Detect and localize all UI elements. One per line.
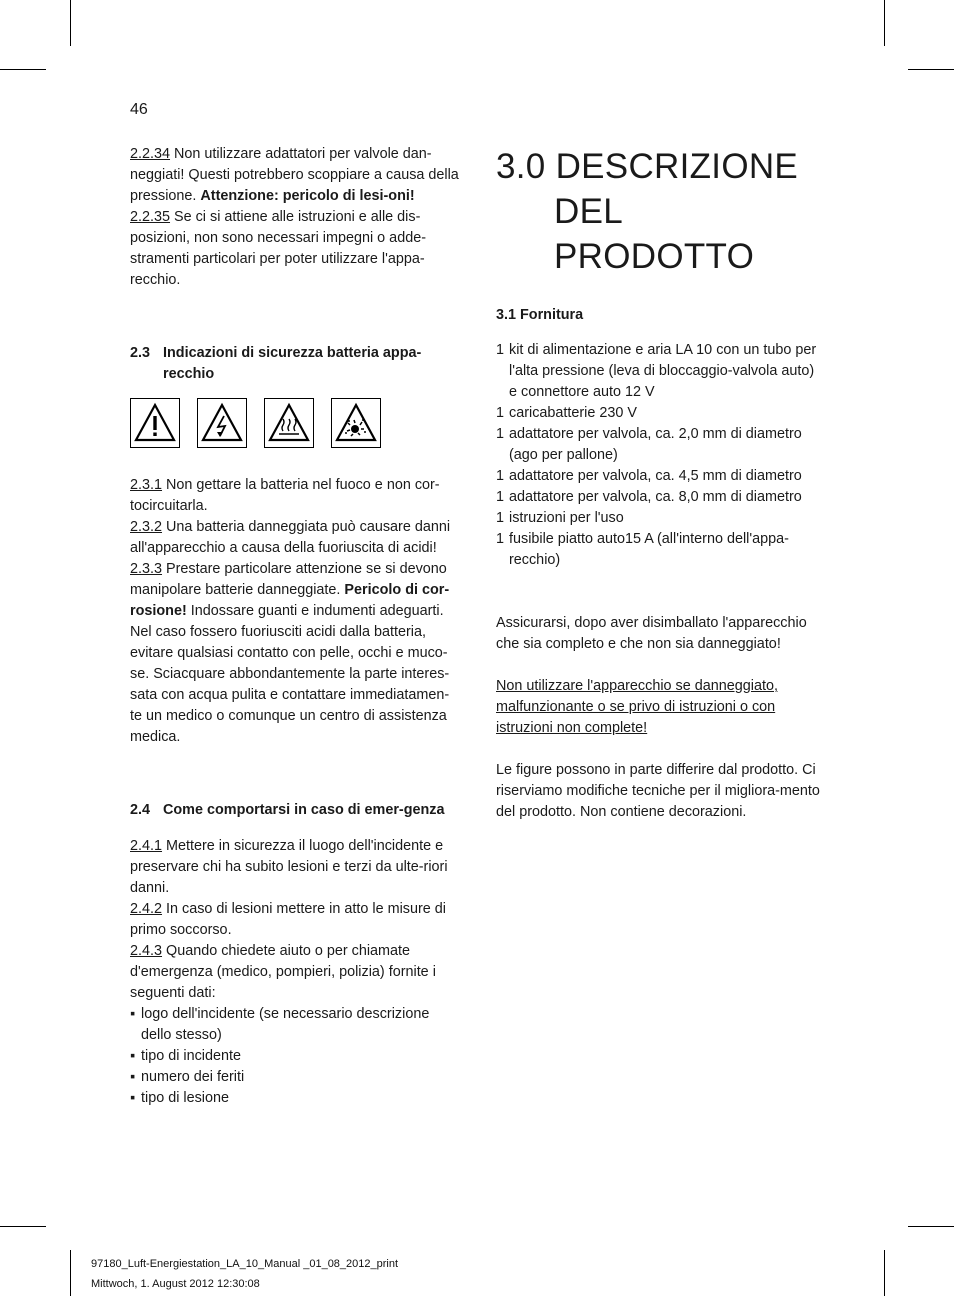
paragraph-bold: Pericolo di cor-rosione!	[130, 582, 450, 619]
paragraph-2-3-3	[130, 559, 460, 748]
heading-text: Come comportarsi in caso di emer-genza	[163, 802, 445, 818]
section-number: 2.2.34	[130, 146, 171, 162]
paragraph-2-3-2	[130, 517, 460, 559]
list-item	[496, 424, 826, 466]
page-number: 46	[130, 101, 148, 118]
paragraph-2-2-35	[130, 207, 460, 291]
high-voltage-icon	[197, 398, 247, 448]
quantity: 1	[496, 531, 505, 547]
explosion-hazard-icon	[331, 398, 381, 448]
paragraph-text: Prestare particolare attenzione se si devono manipolare batterie danneggiate.	[130, 561, 447, 598]
paragraph-text: Indossare guanti e indumenti adeguarti. Nel caso fossero fuoriusciti acidi dalla batteria, evitare qualsiasi contatto con pelle, occhi e muco-se. Sciacquare abbondantemente la parte interes-sata con acqua pulita e contattare immediatamen-te un medico o comunque un centro di assistenza medica.	[130, 603, 450, 745]
warning-note: Non utilizzare l'apparecchio se danneggiato, malfunzionante o se privo di istruzioni o con istruzioni non complete!	[496, 678, 778, 736]
quantity: 1	[496, 342, 505, 358]
quantity: 1	[496, 426, 505, 442]
list-item: ▪ numero dei feriti	[130, 1067, 460, 1088]
bullet-text: logo dell'incidente (se necessario descrizione dello stesso)	[141, 1006, 430, 1043]
figures-note: Le figure possono in parte differire dal prodotto. Ci riserviamo modifiche tecniche per il migliora-mento del prodotto. Non contiene decorazioni.	[496, 762, 820, 820]
section-number: 2.2.35	[130, 209, 171, 225]
item-text: fusibile piatto auto15 A (all'interno dell'appa-recchio)	[509, 531, 789, 568]
paragraph-2-3-1	[130, 475, 460, 517]
safety-icons	[130, 398, 460, 448]
paragraph-text: Non gettare la batteria nel fuoco e non cor-tocircuitarla.	[130, 477, 440, 514]
section-number: 2.4.1	[130, 838, 163, 854]
item-text: adattatore per valvola, ca. 2,0 mm di diametro (ago per pallone)	[509, 426, 802, 463]
crop-mark	[0, 69, 46, 70]
crop-mark	[908, 1226, 954, 1227]
section-number: 2.4.3	[130, 943, 163, 959]
quantity: 1	[496, 510, 505, 526]
crop-mark	[884, 0, 885, 46]
paragraph-text: Mettere in sicurezza il luogo dell'incidente e preservare chi ha subito lesioni e terzi da ulte-riori danni.	[130, 838, 448, 896]
list-item	[496, 466, 826, 487]
section-number: 2.3.1	[130, 477, 163, 493]
item-text: adattatore per valvola, ca. 8,0 mm di diametro	[509, 489, 802, 505]
list-item	[496, 487, 826, 508]
crop-mark	[908, 69, 954, 70]
heading-3-1: 3.1 Fornitura	[496, 307, 584, 323]
section-number: 2.3.3	[130, 561, 163, 577]
section-number: 2.4	[130, 802, 151, 818]
quantity: 1	[496, 405, 505, 421]
left-column	[130, 144, 460, 1109]
paragraph-2-2-34	[130, 144, 460, 207]
hot-surface-icon	[264, 398, 314, 448]
bullet-text: tipo di incidente	[141, 1048, 242, 1064]
heading-line: 3.0 DESCRIZIONE	[496, 147, 799, 186]
quantity: 1	[496, 489, 505, 505]
item-text: kit di alimentazione e aria LA 10 con un tubo per l'alta pressione (leva di bloccaggio-valvola auto) e connettore auto 12 V	[509, 342, 817, 400]
list-item	[496, 529, 826, 571]
item-text: istruzioni per l'uso	[509, 510, 624, 526]
heading-line: DEL PRODOTTO	[554, 192, 755, 276]
heading-text: Indicazioni di sicurezza batteria appa-recchio	[163, 345, 422, 382]
list-item: ▪ logo dell'incidente (se necessario descrizione dello stesso)	[130, 1004, 460, 1046]
supply-list	[496, 340, 826, 571]
item-text: adattatore per valvola, ca. 4,5 mm di diametro	[509, 468, 802, 484]
check-note: Assicurarsi, dopo aver disimballato l'apparecchio che sia completo e che non sia danneggiato!	[496, 615, 807, 652]
footer-filename: 97180_Luft-Energiestation_LA_10_Manual _01_08_2012_print	[91, 1258, 399, 1270]
list-item	[496, 340, 826, 403]
crop-mark	[70, 0, 71, 46]
paragraph-text: Se ci si attiene alle istruzioni e alle dis-posizioni, non sono necessari impegni o adde-stramenti particolari per poter utilizzare l'appa-recchio.	[130, 209, 426, 288]
section-number: 2.3	[130, 345, 151, 361]
paragraph-bold: Attenzione: pericolo di lesi-oni!	[200, 188, 415, 204]
list-item	[496, 508, 826, 529]
item-text: caricabatterie 230 V	[509, 405, 637, 421]
paragraph-2-4-3	[130, 941, 460, 1004]
right-column	[496, 144, 826, 823]
paragraph-2-4-2	[130, 899, 460, 941]
section-number: 2.3.2	[130, 519, 163, 535]
list-item: ▪ tipo di incidente	[130, 1046, 460, 1067]
paragraph-text: Una batteria danneggiata può causare danni all'apparecchio a causa della fuoriuscita di acidi!	[130, 519, 451, 556]
paragraph-text: Non utilizzare adattatori per valvole dan-neggiati! Questi potrebbero scoppiare a causa della pressione.	[130, 146, 459, 204]
bullet-text: tipo di lesione	[141, 1090, 230, 1106]
list-item: ▪ tipo di lesione	[130, 1088, 460, 1109]
paragraph-text: Quando chiedete aiuto o per chiamate d'emergenza (medico, pompieri, polizia) fornite i seguenti dati:	[130, 943, 436, 1001]
chapter-heading	[496, 144, 826, 279]
heading-2-3	[130, 343, 460, 385]
paragraph-text: In caso di lesioni mettere in atto le misure di primo soccorso.	[130, 901, 446, 938]
bullet-text: numero dei feriti	[141, 1069, 245, 1085]
section-number: 2.4.2	[130, 901, 163, 917]
heading-2-4	[130, 800, 460, 821]
crop-mark	[884, 1250, 885, 1296]
footer-timestamp: Mittwoch, 1. August 2012 12:30:08	[91, 1278, 260, 1290]
quantity: 1	[496, 468, 505, 484]
list-item	[496, 403, 826, 424]
crop-mark	[70, 1250, 71, 1296]
paragraph-2-4-1	[130, 836, 460, 899]
crop-mark	[0, 1226, 46, 1227]
warning-triangle-icon	[130, 398, 180, 448]
